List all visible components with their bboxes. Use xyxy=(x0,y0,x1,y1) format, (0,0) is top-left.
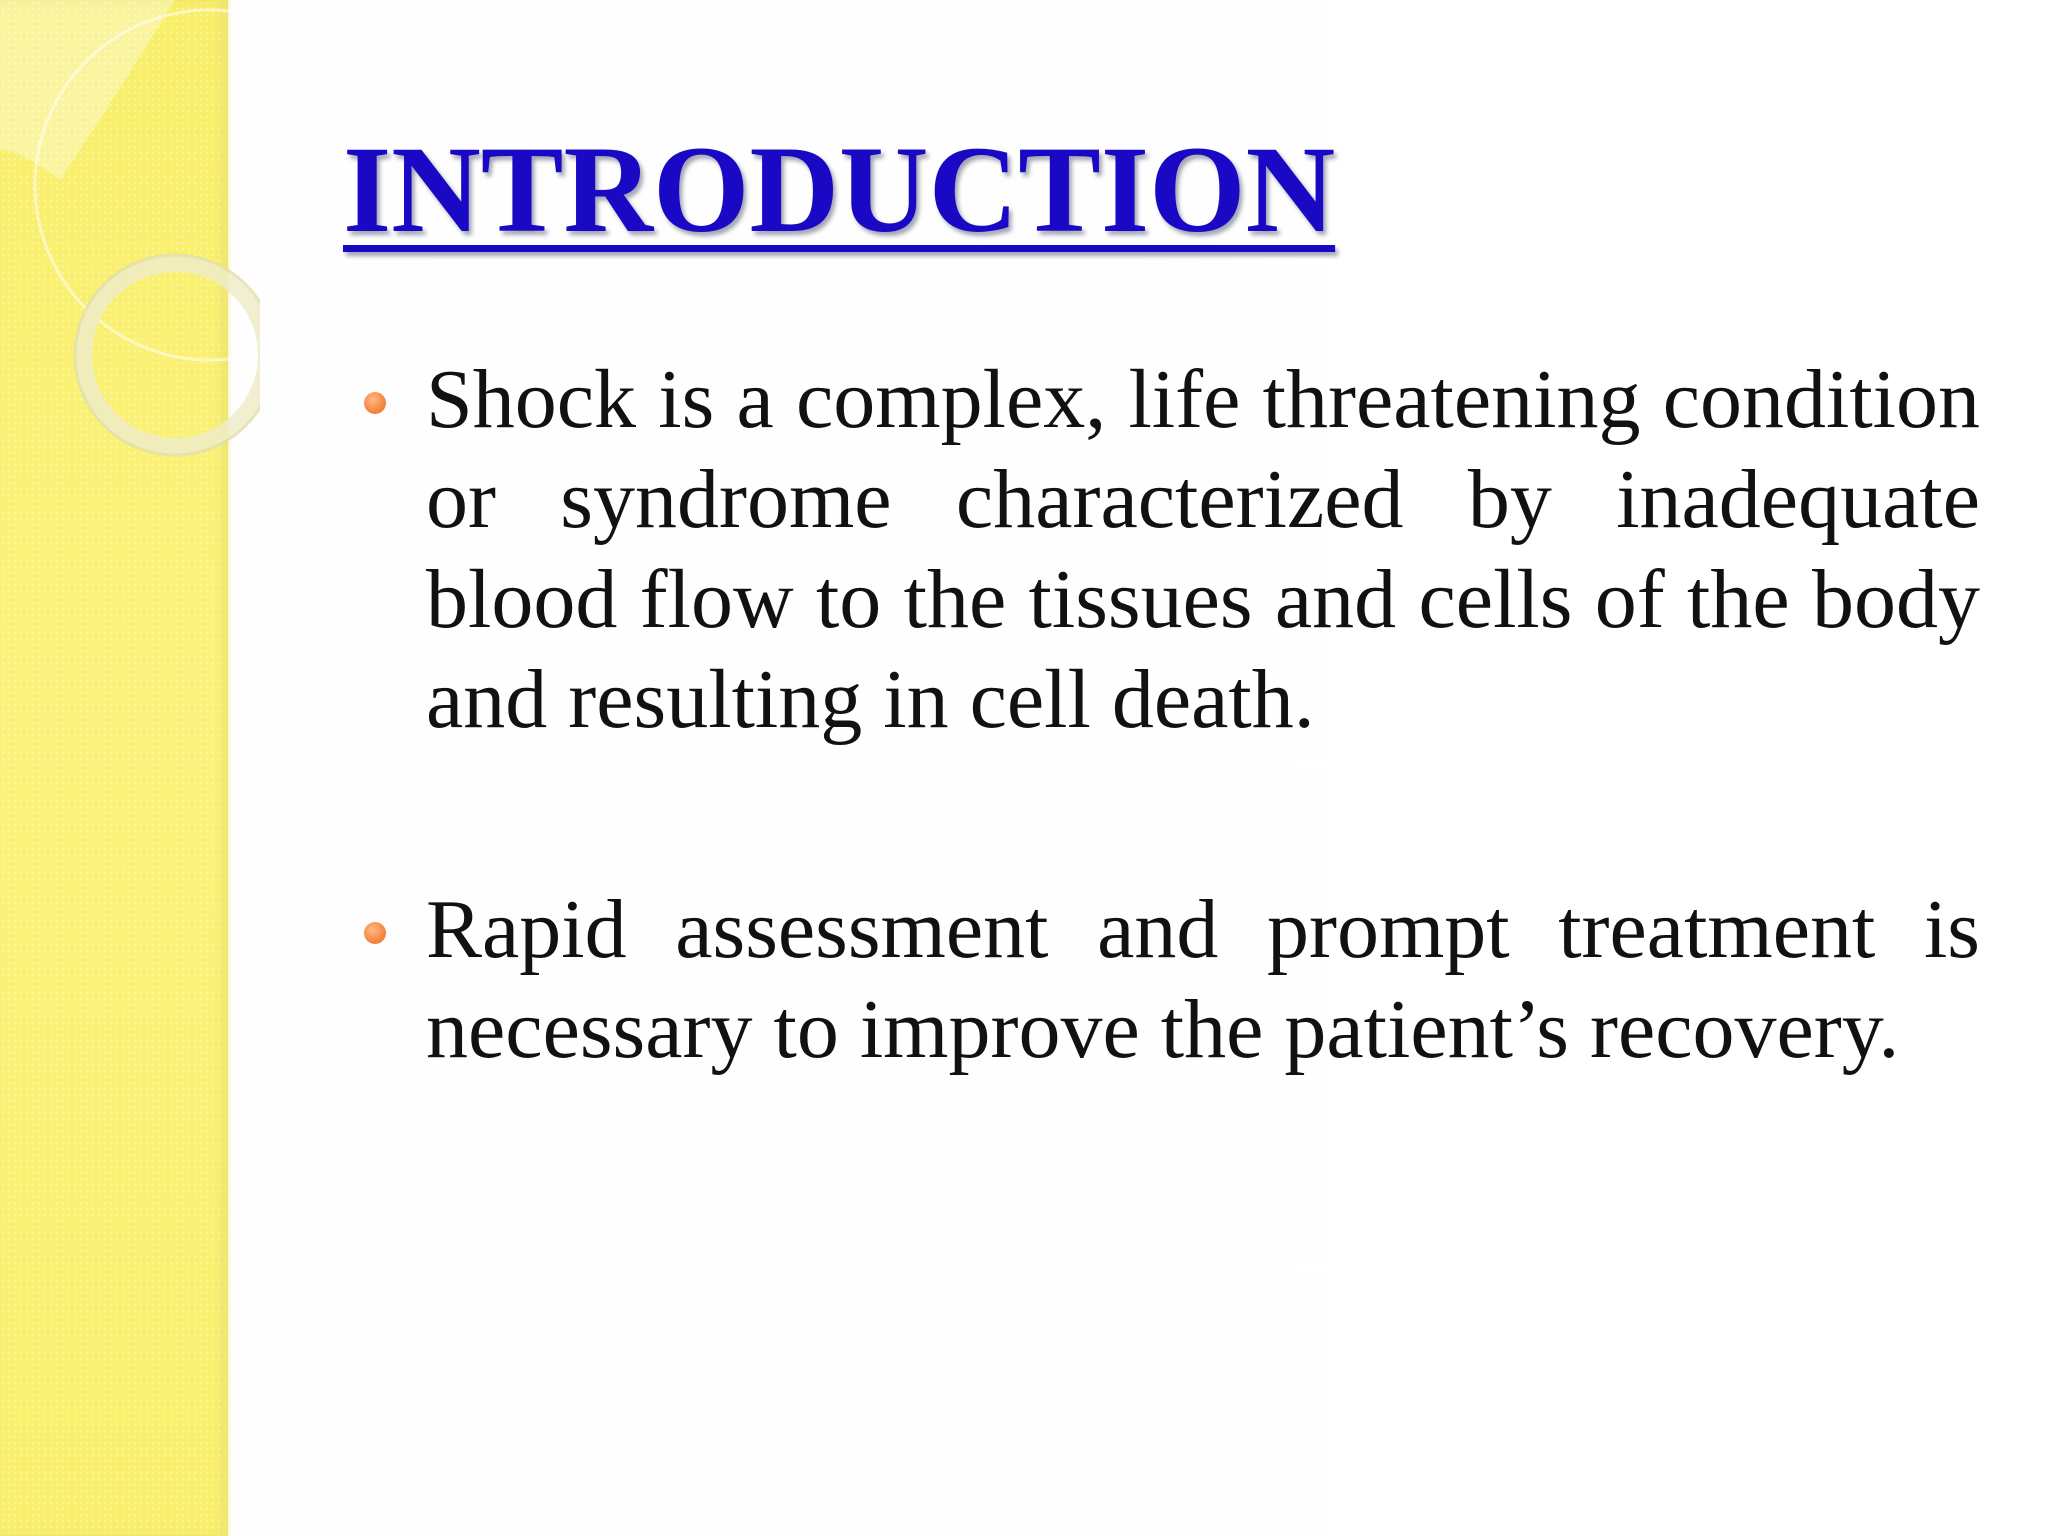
ring-decoration-icon xyxy=(0,0,260,520)
bullet-text: Rapid assessment and prompt treatment is necessary to improve the patient’s recovery. xyxy=(426,883,1980,1076)
bullet-dot-icon xyxy=(364,922,386,944)
slide-title: INTRODUCTION xyxy=(343,121,1336,258)
bullet-text: Shock is a complex, life threatening condition or syndrome characterized by inadequate blood flow to the tissues and cells of the body and resulting in cell death. xyxy=(426,353,1980,746)
bullet-item xyxy=(360,350,1980,750)
bullet-item xyxy=(360,880,1980,1080)
bullet-dot-icon xyxy=(364,392,386,414)
bullet-list xyxy=(360,350,1980,1080)
